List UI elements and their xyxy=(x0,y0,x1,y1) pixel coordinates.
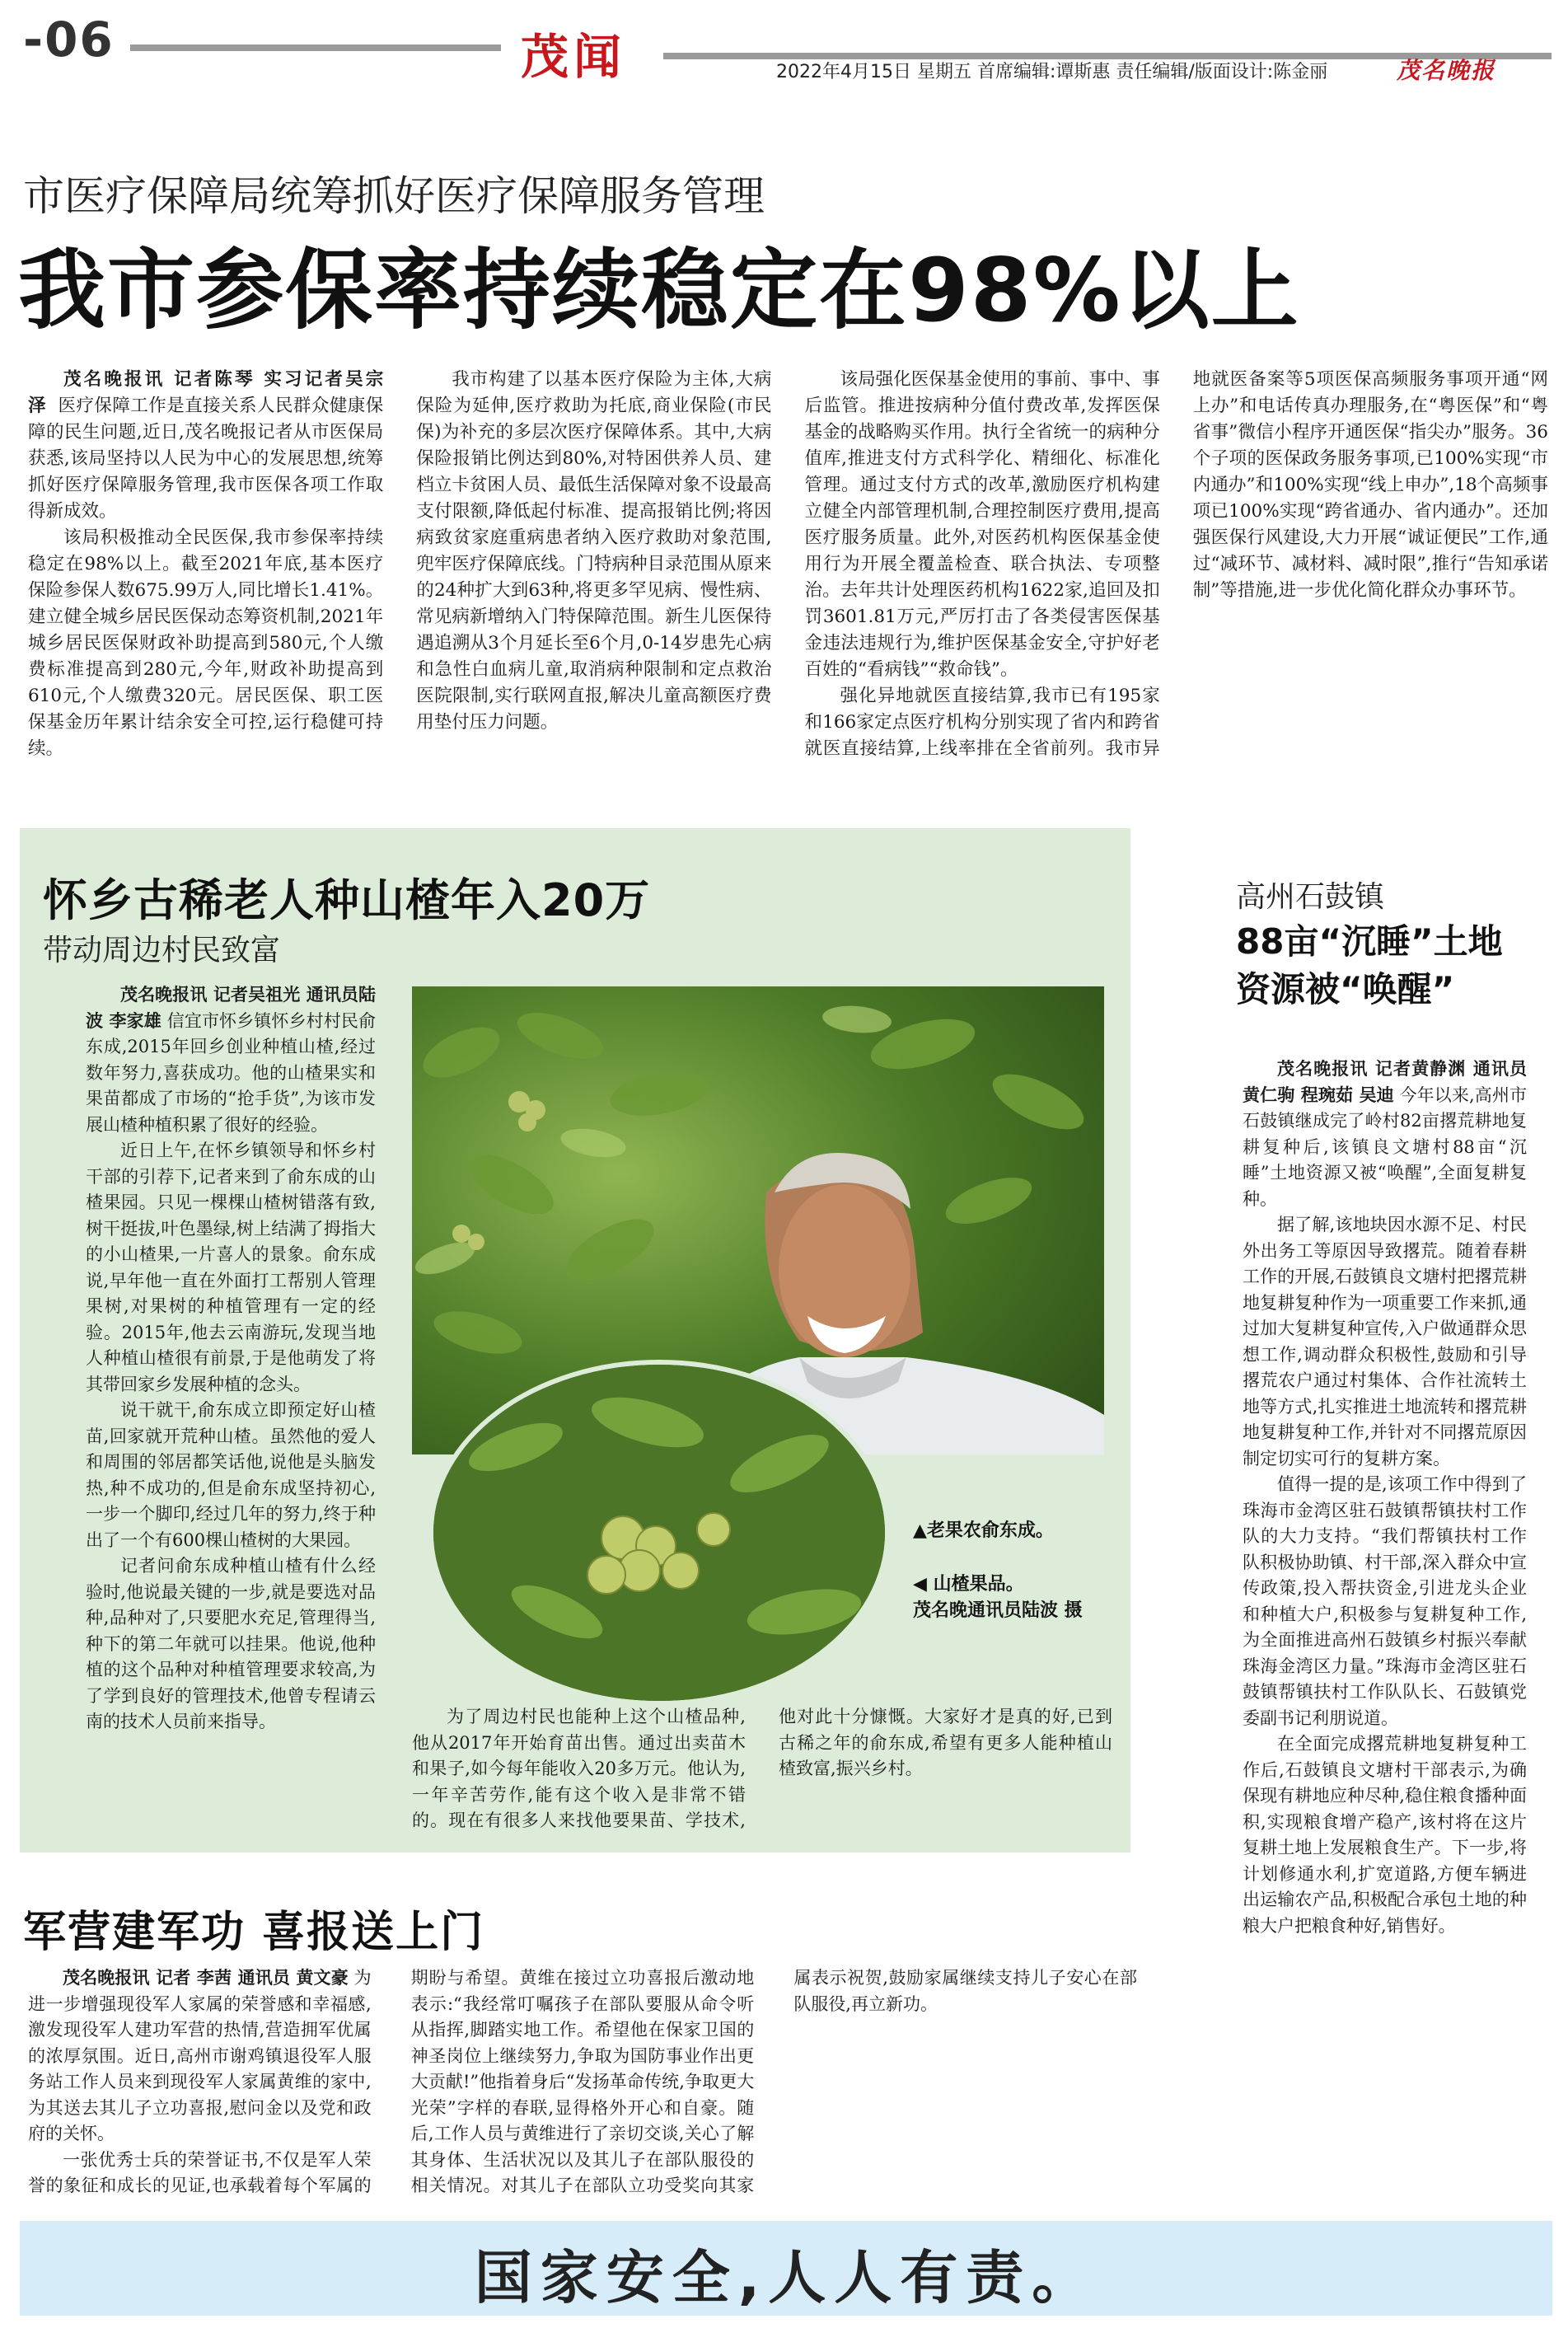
header-rule-left xyxy=(130,44,501,51)
article2-paragraph: 茂名晚报讯 记者吴祖光 通讯员陆波 李家雄 信宜市怀乡镇怀乡村村民俞东成,2015年回乡创业种植山楂,经过数年努力,喜获成功。他的山楂果实和果苗都成了市场的“抢手货”,为该市发展山楂种植积累了很好的经验。 xyxy=(86,985,376,1135)
article1-paragraph: 该局积极推动全民医保,我市参保率持续稳定在98%以上。截至2021年底,基本医疗保险参保人数675.99万人,同比增长1.41%。建立健全城乡居民医保动态筹资机制,2021年城乡居民医保财政补助提高到580元,个人缴费标准提高到280元,今年,财政补助提高到610元,个人缴费320元。居民医保、职工医保基金历年累计结余安全可控,运行稳健可持续。 xyxy=(28,527,384,759)
article3-headline-line2: 资源被“唤醒” xyxy=(1236,969,1455,1009)
article2-subhead: 带动周边村民致富 xyxy=(43,934,281,967)
article1-body xyxy=(28,367,1548,779)
section-label: 茂闻 xyxy=(521,29,627,85)
photo-credit: 茂名晚通讯员陆波 摄 xyxy=(913,1600,1083,1621)
header-meta: 2022年4月15日 星期五 首席编辑:谭斯惠 责任编辑/版面设计:陈金丽 xyxy=(776,62,1328,82)
hawthorn-inset-art xyxy=(433,1365,890,1706)
footer-banner-text: 国家安全,人人有责。 xyxy=(474,2244,1098,2312)
photo-caption-farmer: ▲老果农俞东成。 xyxy=(913,1520,1054,1541)
article1-byline: 茂名晚报讯 记者陈琴 实习记者吴宗泽 xyxy=(28,369,384,416)
article1-headline: 我市参保率持续稳定在98%以上 xyxy=(18,240,1300,341)
page-number: -06 xyxy=(23,12,115,68)
article4-headline: 军营建军功 喜报送上门 xyxy=(23,1908,485,1957)
article2-body-left xyxy=(86,982,376,1839)
article2-headline: 怀乡古稀老人种山楂年入20万 xyxy=(43,874,651,926)
article3-body xyxy=(1243,1056,1527,2260)
article4-paragraph: 茂名晚报讯 记者 李茜 通讯员 黄文豪 为进一步增强现役军人家属的荣誉感和幸福感,激发现役军人建功军营的热情,营造拥军优属的浓厚氛围。近日,高州市谢鸡镇退役军人服务站工作人员来到现役军人家属黄维的家中,为其送去其儿子立功喜报,慰问金以及党和政府的关怀。 xyxy=(28,1968,372,2143)
hawthorn-inset-photo xyxy=(428,1360,890,1706)
article3-kicker: 高州石鼓镇 xyxy=(1236,880,1385,914)
article4-body xyxy=(28,1965,1137,2213)
article3-headline-line1: 88亩“沉睡”土地 xyxy=(1236,921,1503,962)
article1-kicker: 市医疗保障局统筹抓好医疗保障服务管理 xyxy=(23,172,765,220)
article1-paragraph: 我市构建了以基本医疗保险为主体,大病保险为延伸,医疗救助为托底,商业保险(市民保)为补充的多层次医疗保障体系。其中,大病保险报销比例达到80%,对特困供养人员、建档立卡贫困人员、最低生活保障对象不设最高支付限额,降低起付标准、提高报销比例;将因病致贫家庭重病患者纳入医疗救助对象范围,兜牢医疗保障底线。门特病种目录范围从原来的24种扩大到63种,将更多罕见病、慢性病、常见病新增纳入门特保障范围。新生儿医保待遇追溯从3个月延长至6个月,0-14岁患先心病和急性白血病儿童,取消病种限制和定点救治医院限制,实行联网直报,解决儿童高额医疗费用垫付压力问题。 xyxy=(416,369,772,733)
article1-paragraph: 强化异地就医直接结算,我市已有195家和166家定点医疗机构分别实现了省内和跨省就医直接结算,上线率排在全省前列。我市异地就医备案等5项医保高频服务事项开通“网上办”和电话传真办理服务,在“粤医保”和“粤省事”微信小程序开通医保“指尖办”服务。36个子项的医保政务服务事项,已100%实现“市内通办”和100%实现“线上申办”,18个高频事项已100%实现“跨省通办、省内通办”。还加强医保行风建设,大力开展“诚证便民”工作,通过“减环节、减材料、减时限”,推行“告知承诺制”等措施,进一步优化简化群众办事环节。 xyxy=(804,369,1548,759)
article3-byline: 茂名晚报讯 记者黄静渊 通讯员黄仁驹 程琬茹 吴迪 xyxy=(1243,1059,1527,1105)
article1-paragraph: 茂名晚报讯 记者陈琴 实习记者吴宗泽 医疗保障工作是直接关系人民群众健康保障的民生问题,近日,茂名晚报记者从市医保局获悉,该局坚持以人民为中心的发展思想,统筹抓好医疗保障服务管理,我市医保各项工作取得新成效。 xyxy=(28,369,384,522)
article2-paragraph: 为了周边村民也能种上这个山楂品种,他从2017年开始育苗出售。通过出卖苗木和果子,如今每年能收入20多万元。他认为,一年辛苦劳作,能有这个收入是非常不错的。现在有很多人来找他要果苗、学技术,他对此十分慷慨。大家好才是真的好,已到古稀之年的俞东成,希望有更多人能种植山楂致富,振兴乡村。 xyxy=(412,1707,1112,1830)
article4-paragraph: 一张优秀士兵的荣誉证书,不仅是军人荣誉的象征和成长的见证,也承载着每个军属的期盼与希望。黄维在接过立功喜报后激动地表示:“我经常叮嘱孩子在部队要服从命令听从指挥,脚踏实地工作。希望他在保家卫国的神圣岗位上继续努力,争取为国防事业作出更大贡献!”他指着身后“发扬革命传统,争取更大光荣”字样的春联,显得格外开心和自豪。随后,工作人员与黄维进行了亲切交谈,关心了解其身体、生活状况以及其儿子在部队服役的相关情况。对其儿子在部队立功受奖向其家属表示祝贺,鼓励家属继续支持儿子安心在部队服役,再立新功。 xyxy=(28,1968,1137,2195)
masthead-logo: 茂名晚报 xyxy=(1397,57,1496,84)
article3-paragraph: 茂名晚报讯 记者黄静渊 通讯员黄仁驹 程琬茹 吴迪 今年以来,高州市石鼓镇继成完了岭村82亩撂荒耕地复耕复种后,该镇良文塘村88亩“沉睡”土地资源又被“唤醒”,全面复耕复种。 xyxy=(1243,1059,1527,1209)
article3-paragraph: 在全面完成撂荒耕地复耕复种工作后,石鼓镇良文塘村干部表示,为确保现有耕地应种尽种,稳住粮食播种面积,实现粮食增产稳产,该村将在这片复耕土地上发展粮食生产。下一步,将计划修通水利,扩宽道路,方便车辆进出运输农产品,积极配合承包土地的种粮大户把粮食种好,销售好。 xyxy=(1243,1734,1527,1936)
article2-paragraph: 说干就干,俞东成立即预定好山楂苗,回家就开荒种山楂。虽然他的爱人和周围的邻居都笑话他,说他是头脑发热,种不成功的,但是俞东成坚持初心,一步一个脚印,经过几年的努力,终于种出了一个有600棵山楂树的大果园。 xyxy=(86,1400,376,1550)
photo-caption-hawthorn: ◀ 山楂果品。 xyxy=(913,1574,1024,1595)
article3-paragraph: 据了解,该地块因水源不足、村民外出务工等原因导致撂荒。随着春耕工作的开展,石鼓镇良文塘村把撂荒耕地复耕复种作为一项重要工作来抓,通过加大复耕复种宣传,入户做通群众思想工作,调动群众积极性,鼓励和引导撂荒农户通过村集体、合作社流转土地等方式,扎实推进土地流转和撂荒耕地复耕复种工作,并针对不同撂荒原因制定切实可行的复耕方案。 xyxy=(1243,1215,1527,1468)
article2-byline: 茂名晚报讯 记者吴祖光 通讯员陆波 李家雄 xyxy=(86,985,376,1031)
article4-byline: 茂名晚报讯 记者 李茜 通讯员 黄文豪 xyxy=(63,1968,349,1988)
article1-paragraph: 该局强化医保基金使用的事前、事中、事后监管。推进按病种分值付费改革,发挥医保基金的战略购买作用。执行全省统一的病种分值库,推进支付方式科学化、精细化、标准化管理。通过支付方式的改革,激励医疗机构建立健全内部管理机制,合理控制医疗费用,提高医疗服务质量。此外,对医药机构医保基金使用行为开展全覆盖检查、联合执法、专项整治。去年共计处理医药机构1622家,追回及扣罚3601.81万元,严厉打击了各类侵害医保基金违法违规行为,维护医保基金安全,守护好老百姓的“看病钱”“救命钱”。 xyxy=(804,369,1160,680)
article3-paragraph: 值得一提的是,该项工作中得到了珠海市金湾区驻石鼓镇帮镇扶村工作队的大力支持。“我们帮镇扶村工作队积极协助镇、村干部,深入群众中宣传政策,投入帮扶资金,引进龙头企业和种植大户,积极参与复耕复种工作,为全面推进高州石鼓镇乡村振兴奉献珠海金湾区力量。”珠海市金湾区驻石鼓镇帮镇扶村工作队队长、石鼓镇党委副书记利朋说道。 xyxy=(1243,1474,1527,1728)
article2-paragraph: 近日上午,在怀乡镇领导和怀乡村干部的引荐下,记者来到了俞东成的山楂果园。只见一棵棵山楂树错落有致,树干挺拔,叶色墨绿,树上结满了拇指大的小山楂果,一片喜人的景象。俞东成说,早年他一直在外面打工帮别人管理果树,对果树的种植管理有一定的经验。2015年,他去云南游玩,发现当地人种植山楂很有前景,于是他萌发了将其带回家乡发展种植的念头。 xyxy=(86,1141,376,1394)
article2-paragraph: 记者问俞东成种植山楂有什么经验时,他说最关键的一步,就是要选对品种,品种对了,只要肥水充足,管理得当,种下的第二年就可以挂果。他说,他种植的这个品种对种植管理要求较高,为了学到良好的管理技术,他曾专程请云南的技术人员前来指导。 xyxy=(86,1556,376,1731)
article2-body-bottom xyxy=(412,1704,1112,1844)
